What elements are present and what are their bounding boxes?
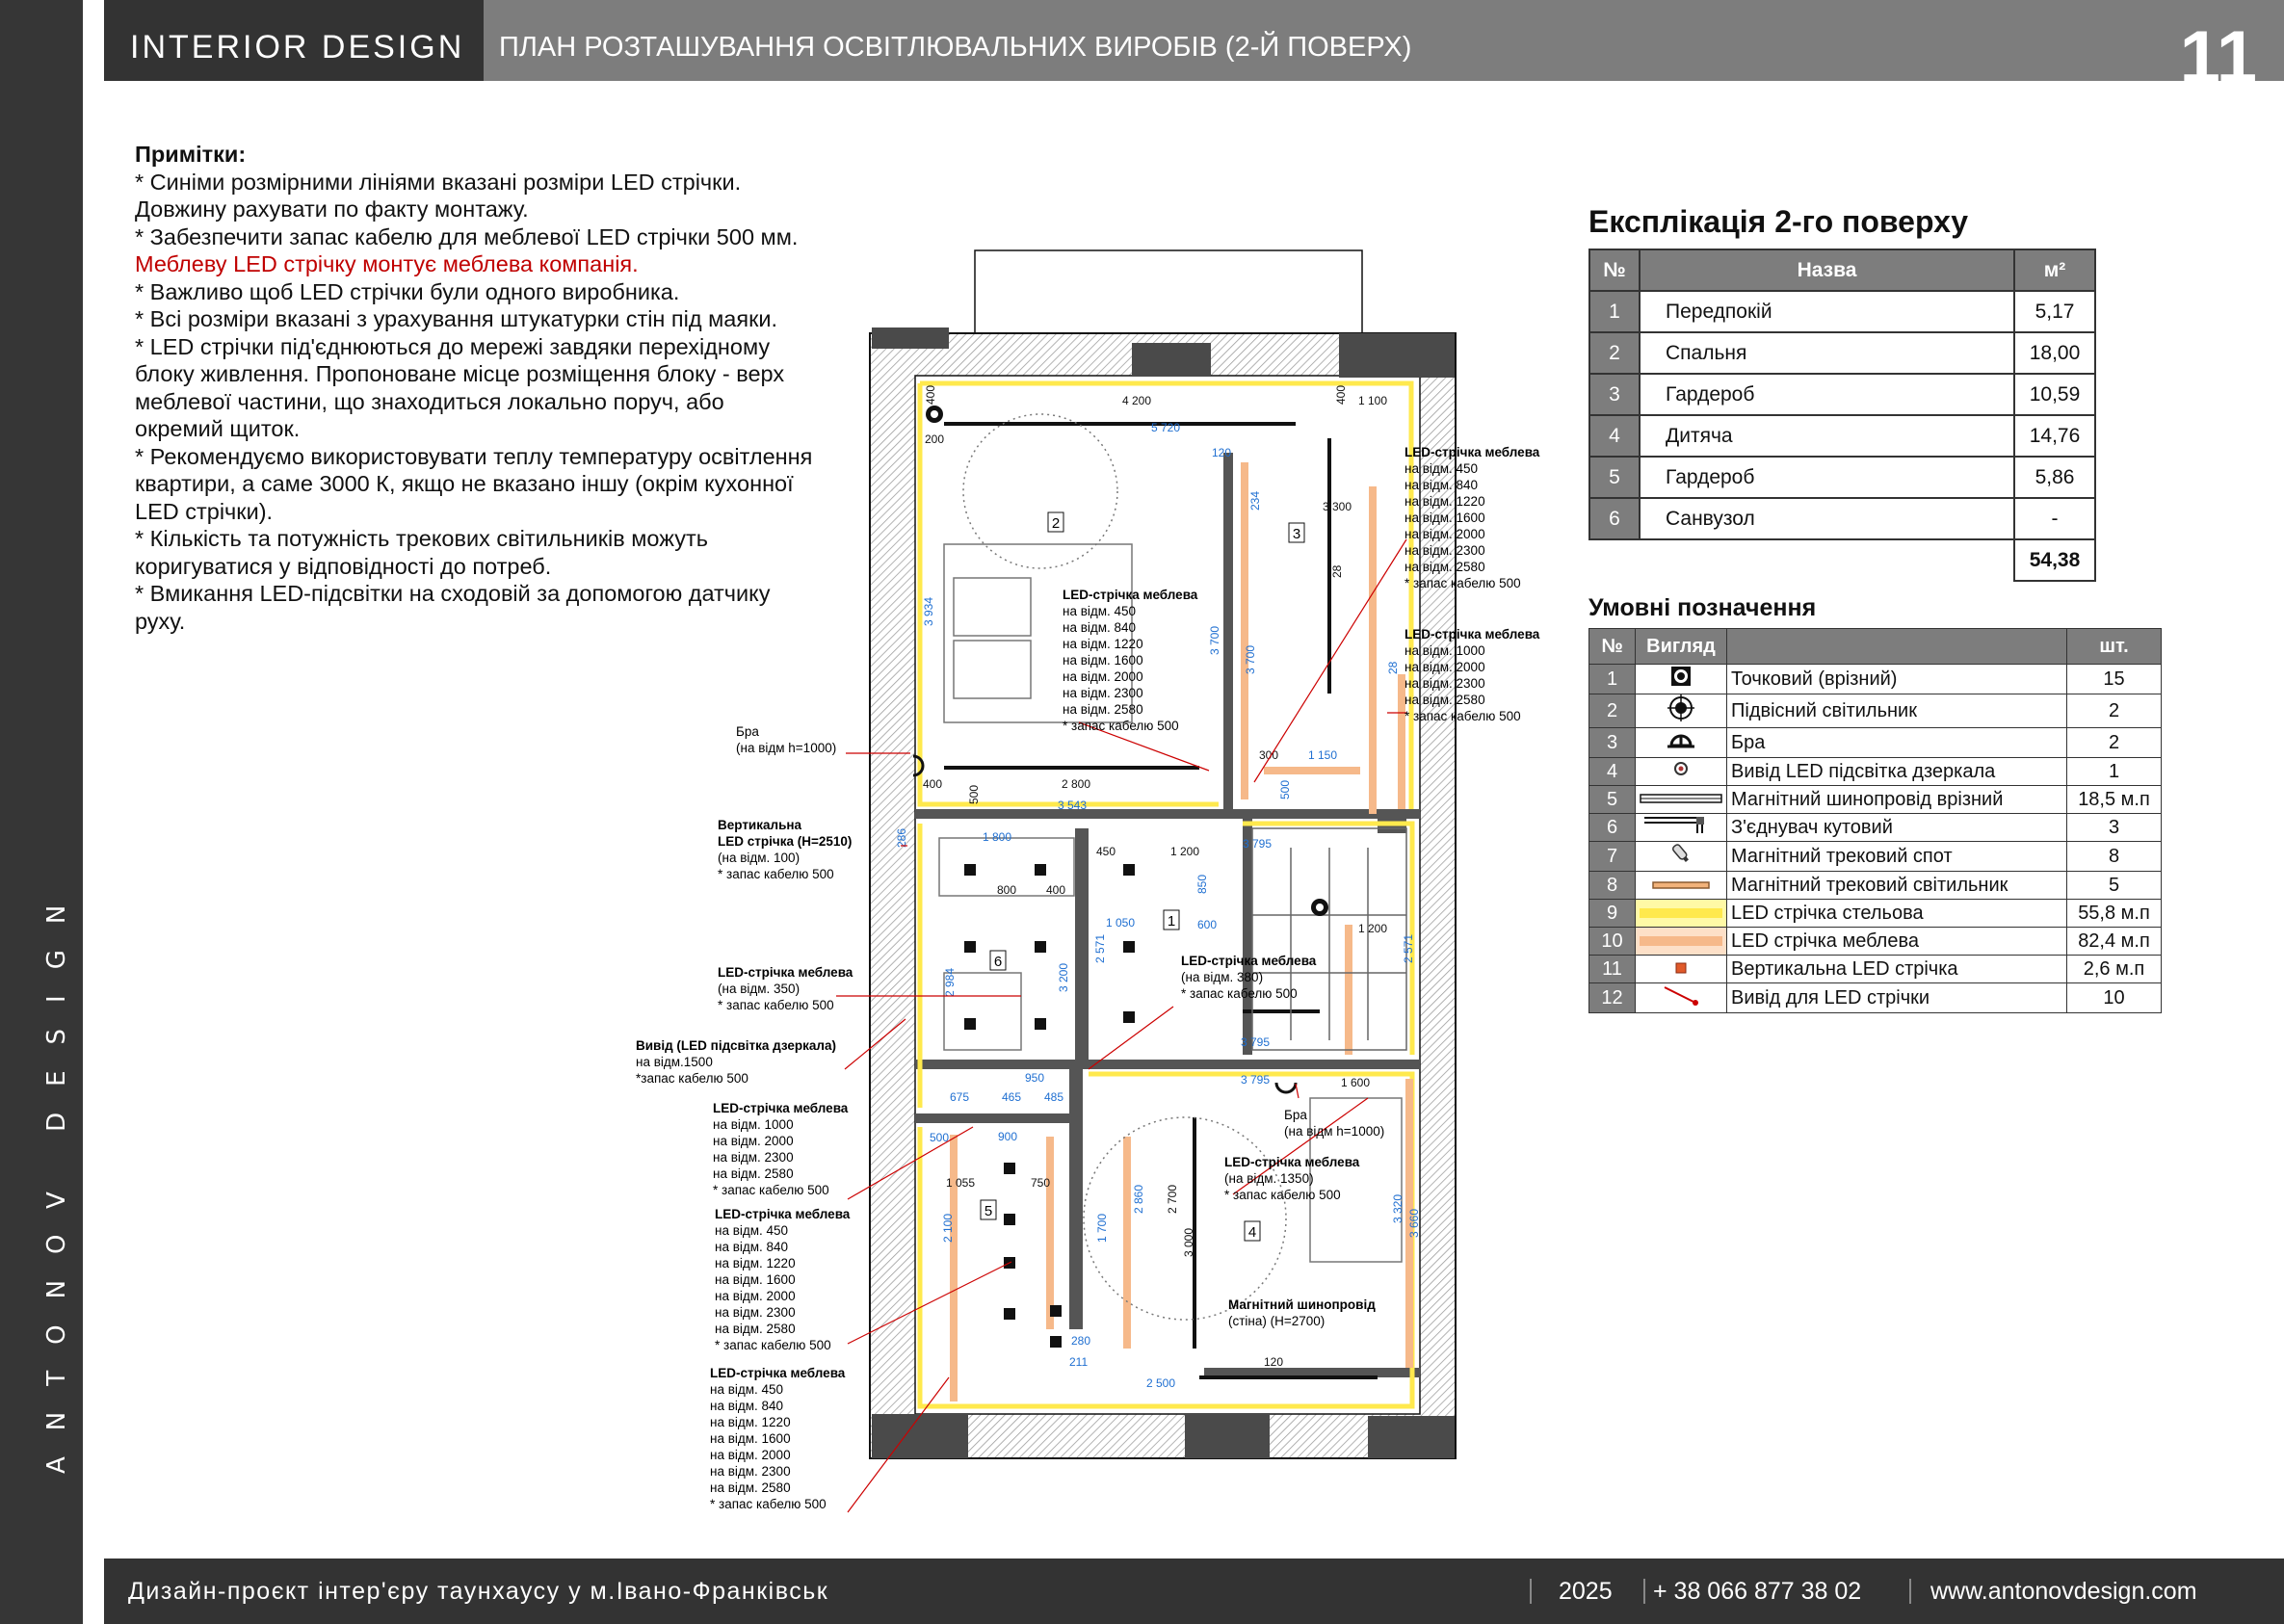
dimension-label: 1 055: [946, 1176, 976, 1190]
dimension-label: 120: [1264, 1355, 1284, 1369]
callout-line: на відм. 2580: [1405, 560, 1485, 574]
callout-line: (стіна) (H=2700): [1228, 1314, 1326, 1328]
dimension-label: 2 984: [943, 967, 957, 997]
dimension-label: 2 571: [1093, 933, 1107, 963]
note-line: * LED стрічки під'єднюються до мережі завдяки перехідному: [135, 333, 771, 359]
callout-line: на відм. 450: [710, 1382, 784, 1397]
table-row: 6 Санвузол -: [1589, 498, 2095, 539]
callout-line: на відм. 2580: [713, 1166, 794, 1181]
callout-line: на відм. 840: [1063, 620, 1137, 635]
dimension-label: 2 860: [1132, 1184, 1145, 1214]
note-line: * Важливо щоб LED стрічки були одного виробника.: [135, 278, 680, 304]
legend-row: 5 Магнітний шинопровід врізний 18,5 м.п: [1589, 786, 2162, 814]
callout-line: на відм. 2300: [710, 1464, 791, 1479]
callout-line: на відм. 2300: [1405, 543, 1485, 558]
callout-title: Бра: [736, 724, 759, 739]
legend-row: 3 Бра 2: [1589, 728, 2162, 758]
dimension-label: 300: [1259, 748, 1279, 762]
callout-line: на відм. 2580: [1063, 702, 1143, 717]
dimension-label: 950: [1025, 1071, 1045, 1085]
room-label: 3: [1292, 526, 1301, 542]
note-line: * Вмикання LED-підсвітки на сходовій за допомогою датчику: [135, 581, 771, 606]
callout-title: LED-стрічка меблева: [1405, 445, 1540, 459]
note-line: окремий щиток.: [135, 416, 301, 441]
brand-label: INTERIOR DESIGN: [104, 0, 484, 81]
callout-line: на відм. 2300: [713, 1150, 794, 1165]
note-line: * Всі розміри вказані з урахування штукатурки стін під маяки.: [135, 306, 778, 331]
callout-line: на відм. 2000: [715, 1289, 796, 1303]
callout-line: * запас кабелю 500: [718, 998, 834, 1012]
table-row: 5 Гардероб 5,86: [1589, 457, 2095, 498]
callout-line: на відм. 2000: [713, 1134, 794, 1148]
callout-title: LED-стрічка меблева: [710, 1366, 846, 1380]
legend-header-view: Вигляд: [1636, 629, 1727, 665]
dimension-label: 400: [923, 777, 943, 791]
legend-row: 1 Точковий (врізний) 15: [1589, 665, 2162, 694]
dimension-label: 2 800: [1062, 777, 1091, 791]
note-line: коригуватися у відповідності до потреб.: [135, 553, 552, 579]
callout-line: * запас кабелю 500: [1063, 719, 1179, 733]
note-line-warning: Меблеву LED стрічку монтує меблева компанія.: [135, 251, 639, 276]
contact-phone: + 38 066 877 38 02: [1653, 1578, 1862, 1605]
dimension-label: 750: [1031, 1176, 1051, 1190]
dimension-label: 1 100: [1358, 394, 1388, 407]
total-area: 54,38: [2014, 539, 2095, 581]
dimension-label: 234: [1248, 490, 1262, 511]
dimension-label: 3 795: [1241, 1073, 1271, 1087]
dimension-label: 5 720: [1151, 421, 1181, 434]
callout-title: LED-стрічка меблева: [715, 1207, 851, 1221]
dimension-label: 1 050: [1106, 916, 1136, 930]
callout-line: * запас кабелю 500: [713, 1183, 829, 1197]
dimension-label: 200: [925, 432, 945, 446]
notes-title: Примітки:: [135, 142, 247, 167]
legend-row: 2 Підвісний світильник 2: [1589, 694, 2162, 728]
dimension-label: 2 100: [941, 1213, 955, 1243]
legend-header-num: №: [1589, 629, 1636, 665]
callout-line: на відм. 2000: [1405, 527, 1485, 541]
callout-line: на відм. 2580: [710, 1480, 791, 1495]
dimension-label: 465: [1002, 1090, 1022, 1104]
callout-line: на відм. 840: [710, 1399, 784, 1413]
note-line: Довжину рахувати по факту монтажу.: [135, 196, 529, 222]
callout-title: LED-стрічка меблева: [1181, 954, 1317, 968]
dimension-label: 3 300: [1323, 500, 1352, 513]
dimension-label: 3 700: [1208, 625, 1221, 655]
dimension-label: 500: [930, 1131, 950, 1144]
dimension-label: 3 543: [1058, 799, 1088, 812]
callout-line: (на відм. 1350): [1224, 1171, 1314, 1186]
dimension-label: 211: [1069, 1355, 1089, 1369]
dimension-label: 850: [1195, 874, 1209, 894]
dimension-label: 2 500: [1146, 1376, 1176, 1390]
dimension-label: 450: [1096, 845, 1116, 858]
callout-line: на відм. 2000: [1405, 660, 1485, 674]
callout-line: на відм. 2300: [1063, 686, 1143, 700]
callout-line: на відм. 2580: [1405, 693, 1485, 707]
legend-row: 8 Магнітний трековий світильник 5: [1589, 872, 2162, 900]
callout-title: LED-стрічка меблева: [1224, 1155, 1360, 1169]
callout-line: на відм. 1220: [715, 1256, 796, 1270]
callout-line: на відм. 450: [1063, 604, 1137, 618]
callout-line: (на відм h=1000): [1284, 1124, 1385, 1139]
callout-line: на відм. 1600: [715, 1272, 796, 1287]
room-label: 2: [1051, 515, 1061, 532]
callout-line: на відм. 2580: [715, 1322, 796, 1336]
callout-line: на відм. 450: [1405, 461, 1479, 476]
dimension-label: 3 200: [1057, 962, 1070, 992]
callout-line: на відм. 2000: [1063, 669, 1143, 684]
page-title: ПЛАН РОЗТАШУВАННЯ ОСВІТЛЮВАЛЬНИХ ВИРОБІВ (2-Й ПОВЕРХ): [499, 32, 1412, 63]
legend-row: 11 Вертикальна LED стрічка 2,6 м.п: [1589, 956, 2162, 983]
project-year: 2025: [1559, 1578, 1613, 1605]
table-row: 2 Спальня 18,00: [1589, 332, 2095, 374]
callout-line: на відм. 450: [715, 1223, 789, 1238]
note-line: * Синіми розмірними лініями вказані розміри LED стрічки.: [135, 169, 742, 195]
expl-header-num: №: [1589, 249, 1640, 291]
callout-line: на відм. 1220: [710, 1415, 791, 1429]
room-label: 4: [1247, 1224, 1257, 1241]
side-brand-text: ANTONOV DESIGN: [42, 878, 71, 1474]
callout-line: * запас кабелю 500: [1405, 709, 1521, 723]
note-line: блоку живлення. Пропоноване місце розміщення блоку - верх: [135, 361, 785, 386]
callout-line: * запас кабелю 500: [1405, 576, 1521, 590]
callout-line: на відм. 1600: [1063, 653, 1143, 668]
legend-row: 4 Вивід LED підсвітка дзеркала 1: [1589, 758, 2162, 786]
callout-title: LED-стрічка меблева: [1063, 588, 1198, 602]
callout-line: * запас кабелю 500: [715, 1338, 831, 1352]
dimension-label: 3 795: [1243, 837, 1273, 851]
callout-line: LED стрічка (H=2510): [718, 834, 853, 849]
dimension-label: 120: [1212, 446, 1232, 459]
callout-line: на відм. 2300: [715, 1305, 796, 1320]
dimension-label: 3 795: [1241, 1035, 1271, 1049]
note-line: * Рекомендуємо використовувати теплу температуру освітлення: [135, 443, 813, 469]
callout-line: (на відм. 100): [718, 851, 801, 865]
dimension-label: 400: [1334, 384, 1348, 405]
dimension-label: 1 200: [1358, 922, 1388, 935]
callout-line: *запас кабелю 500: [636, 1071, 748, 1086]
callout-line: на відм. 840: [1405, 478, 1479, 492]
dimension-label: 2 700: [1166, 1184, 1179, 1214]
callout-line: (на відм. 350): [718, 982, 801, 996]
callout-title: LED-стрічка меблева: [713, 1101, 849, 1115]
table-row: 3 Гардероб 10,59: [1589, 374, 2095, 415]
callout-title: Вертикальна: [718, 818, 802, 832]
dimension-label: 4 200: [1122, 394, 1152, 407]
dimension-label: 3 934: [922, 596, 935, 626]
table-row: 1 Передпокій 5,17: [1589, 291, 2095, 332]
legend-row: 10 LED стрічка меблева 82,4 м.п: [1589, 928, 2162, 956]
dimension-label: 675: [950, 1090, 970, 1104]
callout-line: на відм. 1600: [1405, 511, 1485, 525]
dimension-label: 900: [998, 1130, 1018, 1143]
callout-line: на відм. 1000: [713, 1117, 794, 1132]
callout-line: на відм. 2300: [1405, 676, 1485, 691]
legend-row: 6 З'єднувач кутовий 3: [1589, 814, 2162, 842]
callout-line: на відм. 1220: [1063, 637, 1143, 651]
callout-title: Вивід (LED підсвітка дзеркала): [636, 1038, 837, 1053]
dimension-label: 1 800: [983, 830, 1012, 844]
callout-line: * запас кабелю 500: [1181, 986, 1298, 1001]
room-label: 6: [993, 954, 1003, 970]
table-row: 4 Дитяча 14,76: [1589, 415, 2095, 457]
page-footer: [104, 1559, 2284, 1624]
dimension-label: 800: [997, 883, 1017, 897]
dimension-label: 280: [1071, 1334, 1091, 1348]
dimension-label: 500: [1278, 779, 1292, 799]
project-name: Дизайн-проєкт інтер'єру таунхаусу у м.Івано-Франківськ: [128, 1578, 829, 1605]
dimension-label: 1 200: [1170, 845, 1200, 858]
legend-row: 12 Вивід для LED стрічки 10: [1589, 983, 2162, 1013]
room-label: 1: [1167, 913, 1176, 930]
dimension-label: 3 660: [1407, 1208, 1421, 1238]
callout-title: LED-стрічка меблева: [718, 965, 853, 980]
note-line: квартири, а саме 3000 К, якщо не вказано іншу (окрім кухонної: [135, 471, 794, 496]
callout-line: (на відм h=1000): [736, 741, 837, 755]
expl-header-area: м²: [2014, 249, 2095, 291]
dimension-label: 2 571: [1402, 933, 1415, 963]
legend-row: 7 Магнітний трековий спот 8: [1589, 842, 2162, 872]
callout-line: * запас кабелю 500: [710, 1497, 827, 1511]
legend-header-qty: шт.: [2067, 629, 2162, 665]
expl-header-name: Назва: [1640, 249, 2014, 291]
dimension-label: 500: [967, 784, 981, 804]
note-line: * Забезпечити запас кабелю для меблевої LED стрічки 500 мм.: [135, 223, 799, 249]
callout-title: LED-стрічка меблева: [1405, 627, 1540, 642]
dimension-label: 3 700: [1244, 644, 1257, 674]
callout-line: (на відм. 380): [1181, 970, 1264, 984]
callout-line: * запас кабелю 500: [718, 867, 834, 881]
callout-line: на відм. 2000: [710, 1448, 791, 1462]
legend-row: 9 LED стрічка стельова 55,8 м.п: [1589, 900, 2162, 928]
page-number: 11: [2179, 16, 2257, 98]
callout-title: Магнітний шинопровід: [1228, 1297, 1376, 1312]
dimension-label: 286: [895, 827, 908, 848]
dimension-label: 28: [1330, 564, 1344, 578]
note-line: * Кількість та потужність трекових світильників можуть: [135, 526, 708, 551]
legend-title: Умовні позначення: [1588, 594, 1817, 621]
dimension-label: 400: [924, 384, 937, 405]
dimension-label: 1 150: [1308, 748, 1338, 762]
dimension-label: 400: [1046, 883, 1066, 897]
dimension-label: 28: [1386, 661, 1400, 674]
website-link[interactable]: www.antonovdesign.com: [1930, 1578, 2197, 1605]
note-line: меблевої частини, що знаходиться локально поруч, або: [135, 388, 724, 414]
explication-title: Експлікація 2-го поверху: [1588, 204, 1969, 239]
dimension-label: 3 000: [1182, 1227, 1195, 1257]
dimension-label: 485: [1044, 1090, 1064, 1104]
note-line: LED стрічки).: [135, 498, 274, 524]
callout-line: на відм. 1600: [710, 1431, 791, 1446]
room-label: 5: [984, 1203, 993, 1219]
callout-line: на відм. 1220: [1405, 494, 1485, 509]
dimension-label: 1 600: [1341, 1076, 1371, 1089]
callout-title: Бра: [1284, 1108, 1307, 1122]
callout-line: на відм.1500: [636, 1055, 713, 1069]
note-line: руху.: [135, 608, 186, 634]
dimension-label: 3 320: [1391, 1193, 1405, 1223]
callout-line: * запас кабелю 500: [1224, 1188, 1341, 1202]
dimension-label: 600: [1197, 918, 1218, 931]
callout-line: на відм. 840: [715, 1240, 789, 1254]
dimension-label: 1 700: [1095, 1213, 1109, 1243]
callout-line: на відм. 1000: [1405, 643, 1485, 658]
